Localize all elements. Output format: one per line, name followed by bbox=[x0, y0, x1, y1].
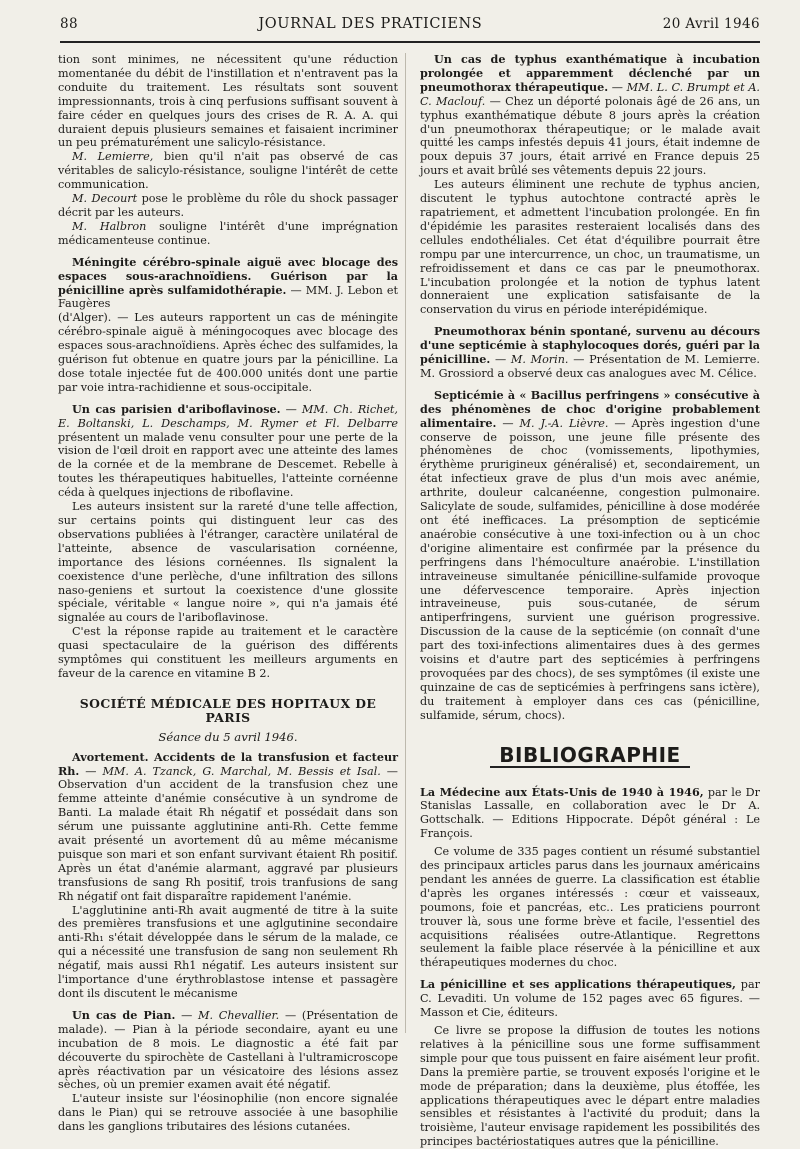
article-authors: — M. Chevallier. bbox=[175, 1008, 280, 1022]
article-authors: — MM. L. C. Brumpt et A. C. Maclouf. bbox=[420, 80, 760, 108]
bibliography-heading-box bbox=[490, 742, 690, 768]
author-name: M. Decourt bbox=[72, 192, 138, 206]
bibliography-heading: BIBLIOGRAPHIE bbox=[490, 749, 690, 768]
paragraph: Ce volume de 335 pages contient un résumé substantiel des principaux articles parus dans les journaux américains pendant les années de guerre. La classification est établie d'après les organes intéressés : cœur et vaisseaux, poumons, foie et pancréas, etc.. Les praticiens pourront trouver là, sous une forme brève et facile, l'essentiel des acquisitions réalisées outre-Atlantique. Regrettons seulement la faible place réservée à la pénicilline et aux thérapeutiques modernes du choc. bbox=[420, 845, 760, 970]
article-title: Un cas parisien d'ariboflavinose. bbox=[72, 401, 281, 416]
author-name: M. Halbron bbox=[72, 219, 147, 233]
paragraph-text: — Après ingestion d'une conserve de poisson, une jeune fille présente des phénomènes de choc (vomissements, lipothymies, érythème prurigineux généralisé) et, secondairement, un état infectieux grave de plus d'un mois avec anémie, arthrite, douleur calcanéenne, congestion pulmonaire. Salicylate de soude, sulfamides, pénicilline à dose modérée ont été inefficaces. La présomption de septicémie anaérobie consécutive à une toxi-infection ou à un choc d'origine alimentaire est confirmée par la présence du perfringens dans l'hémoculture anaérobie. L'instillation intraveineuse simultanée pénicilline-sulfamide provoque une défervescence temporaire. Après injection intraveineuse, puis sous-cutanée, de sérum antiperfringens, survient une guérison progressive. Discussion de la cause de la septicémie (on connaît d'une part des toxi-infections alimentaires dues à des germes voisins et d'autre part des septicémies à perfringens provoquées par des chocs), de ses symptômes (il existe une quinzaine de cas de septicémies à perfringens sans ictère), du traitement à employer dans ces cas (pénicilline, sulfamide, sérum, chocs). bbox=[420, 416, 761, 722]
article-title: Pneumothorax bénin spontané, survenu au décours d'une septicémie à staphylocoques dorés, guéri par la pénicilline. bbox=[420, 324, 760, 367]
book-title: La Médecine aux États-Unis de 1940 à 1946, bbox=[420, 784, 704, 799]
article-heading bbox=[420, 389, 760, 723]
article-authors: — M. J.-A. Lièvre. bbox=[496, 416, 609, 430]
paragraph-text: — Observation d'un accident de la transfusion chez une femme atteinte d'anémie consécutive à un syndrome de Banti. La malade était Rh négatif et possédait dans son sérum une puissante agglutinine anti-Rh. Cette femme avait présenté un avortement dû au même mécanisme puisque son mari et son enfant survivant étaient Rh positif. Après un état d'anémie alarmant, aggravé par plusieurs transfusions de sang Rh positif, trois tranfusions de sang Rh négatif ont fait disparaître rapidement l'anémie. bbox=[58, 764, 398, 903]
paragraph-text: — Présentation de M. Lemierre. M. Grossiord a observé deux cas analogues avec M. Célice. bbox=[420, 353, 760, 380]
column-divider bbox=[405, 53, 406, 1033]
paragraph-text: — Chez un déporté polonais âgé de 26 ans, un typhus exanthématique débute 8 jours après la création d'un pneumothorax thérapeutique; or le malade avait quitté les camps infestés depuis 41 jours, était indemne de poux depuis 37 jours, était arrivé en France depuis 25 jours et avait brûlé ses vêtements depuis 22 jours. bbox=[420, 94, 761, 178]
article-title: Un cas de Pian. bbox=[72, 1007, 176, 1022]
article-authors: — MM. J. Lebon et Faugères bbox=[58, 283, 398, 311]
article-title: Avortement. Accidents de la transfusion et facteur Rh. bbox=[58, 749, 398, 778]
article-title: Septicémie à « Bacillus perfringens » consécutive à des phénomènes de choc d'origine probablement alimentaire. bbox=[420, 387, 760, 430]
article-authors: — MM. Ch. Richet, E. Boltanski, L. Deschamps, M. Rymer et Fl. Delbarre bbox=[58, 402, 398, 430]
running-header bbox=[60, 16, 760, 38]
paragraph-text: bien qu'il n'ait pas observé de cas véritables de salicylo-résistance, souligne l'intérêt de cette communication. bbox=[58, 150, 398, 192]
article-heading bbox=[58, 1009, 398, 1092]
article-authors: — MM. A. Tzanck, G. Marchal, M. Bessis et Isal. bbox=[79, 764, 381, 778]
article-heading bbox=[58, 256, 398, 312]
journal-title: JOURNAL DES PRATICIENS bbox=[258, 16, 483, 32]
paragraph-text: souligne l'intérêt d'une imprégnation médicamenteuse continue. bbox=[58, 219, 398, 247]
paragraph: (d'Alger). — Les auteurs rapportent un cas de méningite cérébro-spinale aiguë à méningocoques avec blocage des espaces sous-arachnoïdiens. Après échec des sulfamides, la guérison fut obtenue en quatre jours par la pénicilline. La dose totale injectée fut de 400.000 unités dont une partie par voie intra-rachidienne et sous-occipitale. bbox=[58, 311, 398, 394]
book-reference: par le Dr Stanislas Lassalle, en collaboration avec le Dr A. Gottschalk. — Editions Hippocrate. Dépôt général : Le François. bbox=[420, 785, 760, 841]
article-heading bbox=[58, 751, 398, 904]
paragraph bbox=[58, 150, 398, 192]
paragraph-text: — (Présentation de malade). — Pian à la période secondaire, ayant eu une incubation de 8 mois. Le diagnostic a été fait par découverte du spirochète de Castellani à l'ultramicroscope après réactivation par un vésicatoire des lésions assez sèches, où un premier examen avait été négatif. bbox=[58, 1008, 398, 1092]
article-title: Un cas de typhus exanthématique à incubation prolongée et apparemment déclenché par un pneumothorax thérapeutique. bbox=[420, 52, 760, 94]
book-title: La pénicilline et ses applications thérapeutiques, bbox=[420, 977, 736, 992]
paragraph: Les auteurs insistent sur la rareté d'une telle affection, sur certains points qui distinguent leur cas des observations publiées à l'étranger, caractère unilatéral de l'atteinte, absence de vascularisation cornéenne, importance des lésions cornéennes. Ils signalent la coexistence d'une perlèche, d'une infiltration des sillons naso-geniens et surtout la coexistence d'une glossite spéciale, véritable « langue noire », qui n'a jamais été signalée au cours de l'ariboflavinose. bbox=[58, 500, 398, 625]
book-reference: par C. Levaditi. Un volume de 152 pages avec 65 figures. — Masson et Cie, éditeurs. bbox=[420, 978, 760, 1020]
session-date: Séance du 5 avril 1946. bbox=[158, 729, 298, 744]
article-title: Méningite cérébro-spinale aiguë avec blocage des espaces sous-arachnoïdiens. Guérison par la pénicilline après sulfamidothérapie. bbox=[58, 254, 398, 297]
article-heading bbox=[420, 325, 760, 381]
page-number: 88 bbox=[60, 16, 78, 32]
paragraph: C'est la réponse rapide au traitement et le caractère quasi spectaculaire de la guérison des différents symptômes qui constituent les meilleurs arguments en faveur de la carence en vitamine B 2. bbox=[58, 625, 398, 680]
paragraph bbox=[58, 192, 398, 220]
header-rule bbox=[60, 41, 760, 43]
paragraph: L'auteur insiste sur l'éosinophilie (non encore signalée dans le Pian) qui se retrouve associée à une basophilie dans les ganglions tributaires des lésions cutanées. bbox=[58, 1092, 398, 1134]
author-name: M. Lemierre, bbox=[72, 150, 154, 164]
left-column bbox=[58, 53, 398, 1134]
paragraph-text: présentent un malade venu consulter pour une perte de la vision de l'œil droit en rapport avec une atteinte des lames de la cornée et de la membrane de Descemet. Rebelle à toutes les thérapeutiques habituelles, l'atteinte cornéenne céda à quelques injections de riboflavine. bbox=[58, 430, 398, 500]
issue-date: 20 Avril 1946 bbox=[662, 16, 760, 32]
paragraph bbox=[58, 220, 398, 248]
article-authors: — M. Morin. bbox=[490, 353, 569, 367]
paragraph-text: pose le problème du rôle du shock passager décrit par les auteurs. bbox=[58, 192, 398, 219]
article-heading bbox=[58, 403, 398, 500]
book-heading bbox=[420, 786, 760, 842]
article-heading bbox=[420, 53, 760, 178]
paragraph: Les auteurs éliminent une rechute de typhus ancien, discutent le typhus autochtone contracté après le rapatriement, et admettent l'incubation prolongée. En fin d'épidémie les parasites resteraient localisés dans des cellules endothéliales. Cet état d'équilibre pourrait être rompu par une intercurrence, un choc, un traumatisme, un refroidissement et dans ce cas par le pneumothorax. L'incubation prolongée et la notion de typhus latent donneraient une explication satisfaisante de la conservation du virus en période interépidémique. bbox=[420, 178, 760, 317]
society-heading: SOCIÉTÉ MÉDICALE DES HOPITAUX DE PARIS bbox=[79, 695, 377, 725]
paragraph: tion sont minimes, ne nécessitent qu'une réduction momentanée du débit de l'instillation et n'entravent pas la conduite du traitement. Les résultats sont souvent impressionnants, trois à cinq perfusions suffisant souvent à faire céder en quelques jours des crises de R. A. A. qui duraient depuis plusieurs semaines et faisaient incriminer un peu prématurément une salicylo-résistance. bbox=[58, 53, 398, 150]
book-heading bbox=[420, 978, 760, 1020]
right-column bbox=[420, 53, 760, 1149]
paragraph: L'agglutinine anti-Rh avait augmenté de titre à la suite des premières transfusions et une aglgutinine secondaire anti-Rh₁ s'était développée dans le sérum de la malade, ce qui a nécessité une transfusion de sang non seulement Rh négatif, mais aussi Rh1 négatif. Les auteurs insistent sur l'importance d'une érythroblastose intense et passagère dont ils discutent le mécanisme bbox=[58, 903, 398, 1000]
paragraph: Ce livre se propose la diffusion de toutes les notions relatives à la pénicilline sous une forme suffisamment simple pour que tous puissent en faire aisément leur profit. Dans la première partie, se trouvent exposés l'origine et le mode de préparation; dans la deuxième, plus étoffée, les applications thérapeutiques avec le départ entre maladies sensibles et résistantes à l'activité du produit; dans la troisième, l'auteur envisage rapidement les possibilités des principes bactériostatiques autres que la pénicilline. bbox=[420, 1024, 760, 1149]
